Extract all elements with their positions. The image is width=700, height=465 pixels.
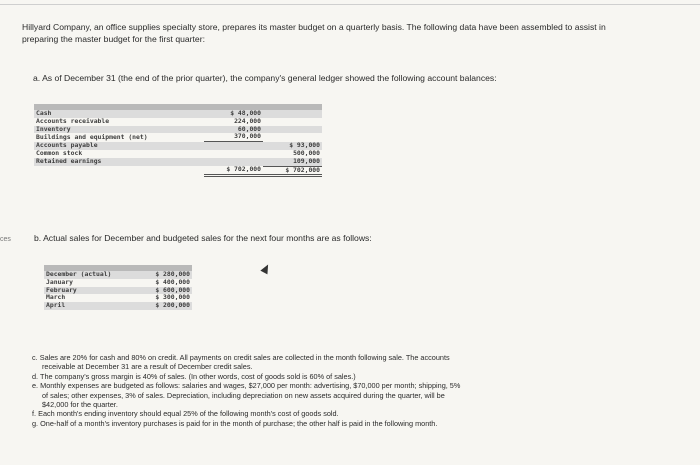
intro-paragraph: Hillyard Company, an office supplies specialty store, prepares its master budget on a quarterly basis. The following data have been assembled to assist in preparing the master budget for the first quarter: [22,22,606,44]
ledger-total-credit: $ 702,000 [263,166,322,176]
ledger-debit: 370,000 [204,133,263,141]
ledger-account: Accounts receivable [36,116,110,125]
ledger-debit [204,142,263,150]
item-g-text: g. One-half of a month's inventory purchases is paid for in the month of purchase; the other half is paid in the following month. [32,418,438,428]
ledger-total-row [34,166,322,176]
ledger-account: Buildings and equipment (net) [36,132,148,141]
sales-row [44,302,192,310]
sales-table [44,265,192,310]
item-d-text: d. The company's gross margin is 40% of sales. (In other words, cost of goods sold is 60% of sales.) [32,371,356,381]
ledger-credit: $ 93,000 [263,142,322,150]
ledger-account: Accounts payable [34,142,204,150]
ledger-row [34,118,322,126]
ledger-credit [263,126,322,134]
sales-month: April [44,302,144,310]
ledger-table [34,104,322,177]
sales-month: March [46,293,66,302]
margin-fragment: ces [0,236,11,243]
ledger-credit: 500,000 [293,148,320,157]
mouse-cursor-icon [260,263,271,275]
ledger-account: Retained earnings [34,158,204,166]
top-divider [0,4,700,5]
item-b-text: b. Actual sales for December and budgeted sales for the next four months are as follows: [34,233,372,243]
item-c-continuation: receivable at December 31 are a result of December credit sales. [42,362,253,372]
ledger-account: Common stock [36,148,83,157]
sales-month: January [46,277,73,286]
item-f-text: f. Each month's ending inventory should equal 25% of the following month's cost of goods sold. [32,409,339,419]
ledger-debit [204,150,263,158]
sales-amount: $ 200,000 [144,302,192,310]
ledger-credit [263,110,322,118]
sales-month: December (actual) [44,271,144,279]
ledger-total-debit: $ 702,000 [204,166,263,176]
assumptions-list [32,353,592,428]
sales-amount: $ 600,000 [144,287,192,295]
ledger-account: Cash [34,110,204,118]
item-c-text: c. Sales are 20% for cash and 80% on credit. All payments on credit sales are collected in the month following sale. The accounts [32,353,450,362]
item-a-text: a. As of December 31 (the end of the prior quarter), the company's general ledger showed the following account balances: [33,73,497,83]
ledger-account: Inventory [34,126,204,134]
ledger-row [34,158,322,166]
sales-amount: $ 280,000 [144,271,192,279]
ledger-debit: 60,000 [204,126,263,134]
item-e-text: e. Monthly expenses are budgeted as follows: salaries and wages, $27,000 per month: advertising, $70,000 per month; shipping, 5% [32,381,461,391]
sales-month: February [44,287,144,295]
ledger-credit: 109,000 [263,158,322,166]
ledger-debit: $ 48,000 [204,110,263,118]
sales-amount: $ 300,000 [155,293,190,302]
sales-amount: $ 400,000 [155,277,190,286]
item-e-continuation: $42,000 for the quarter. [42,400,118,410]
ledger-debit: 224,000 [234,116,261,125]
ledger-credit [263,118,322,126]
item-e-continuation: of sales; other expenses, 3% of sales. Depreciation, including depreciation on new assets acquired during the quarter, will be [42,390,445,400]
